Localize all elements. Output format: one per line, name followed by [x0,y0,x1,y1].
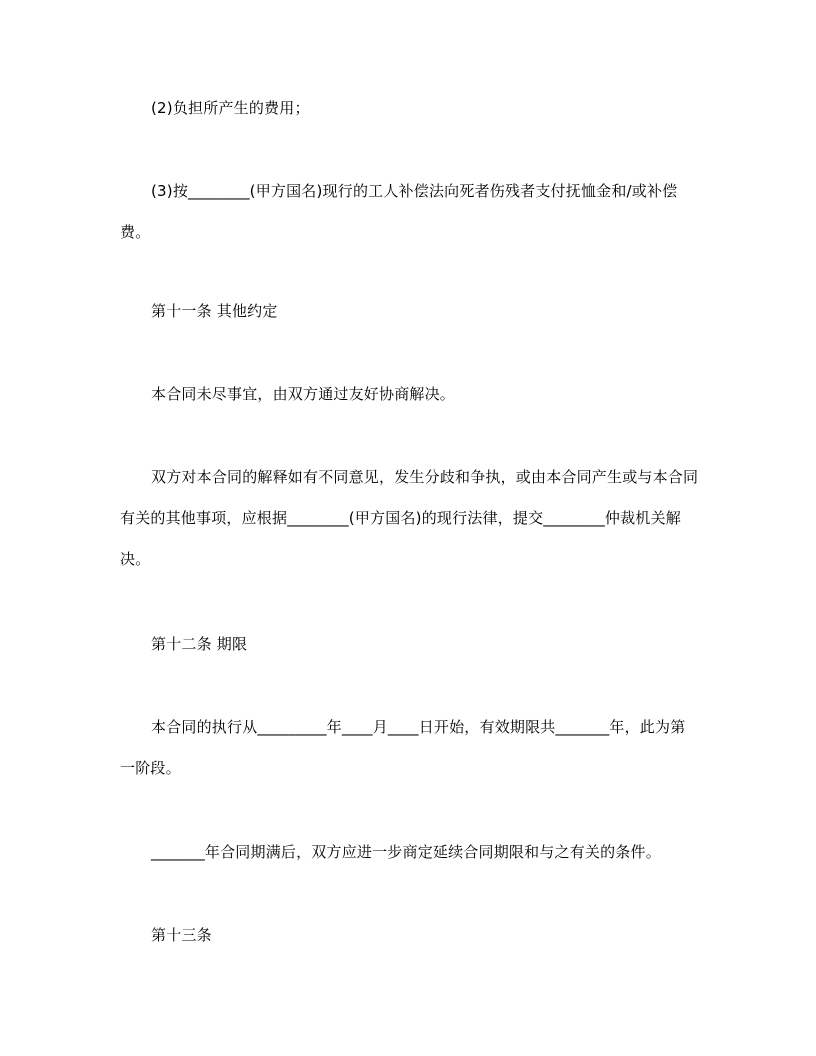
article-11-paragraph-2: 双方对本合同的解释如有不同意见，发生分歧和争执，或由本合同产生或与本合同有关的其他事项，应根据________(甲方国名)的现行法律，提交________仲裁机关解决。 [120,468,699,568]
article-13-heading: 第十三条 [151,926,212,944]
clause-item-2: (2)负担所产生的费用； [151,99,310,117]
article-12-paragraph-2: _______年合同期满后，双方应进一步商定延续合同期限和与之有关的条件。 [151,843,661,861]
article-11-heading: 第十一条 其他约定 [151,302,278,320]
article-11-paragraph-1: 本合同未尽事宜，由双方通过友好协商解决。 [151,385,456,403]
article-12-paragraph-1: 本合同的执行从_________年____月____日开始，有效期限共_______年，此为第一阶段。 [120,718,686,777]
article-12-heading: 第十二条 期限 [151,635,248,653]
clause-item-3: (3)按________(甲方国名)现行的工人补偿法向死者伤残者支付抚恤金和/或补偿费。 [120,182,678,241]
